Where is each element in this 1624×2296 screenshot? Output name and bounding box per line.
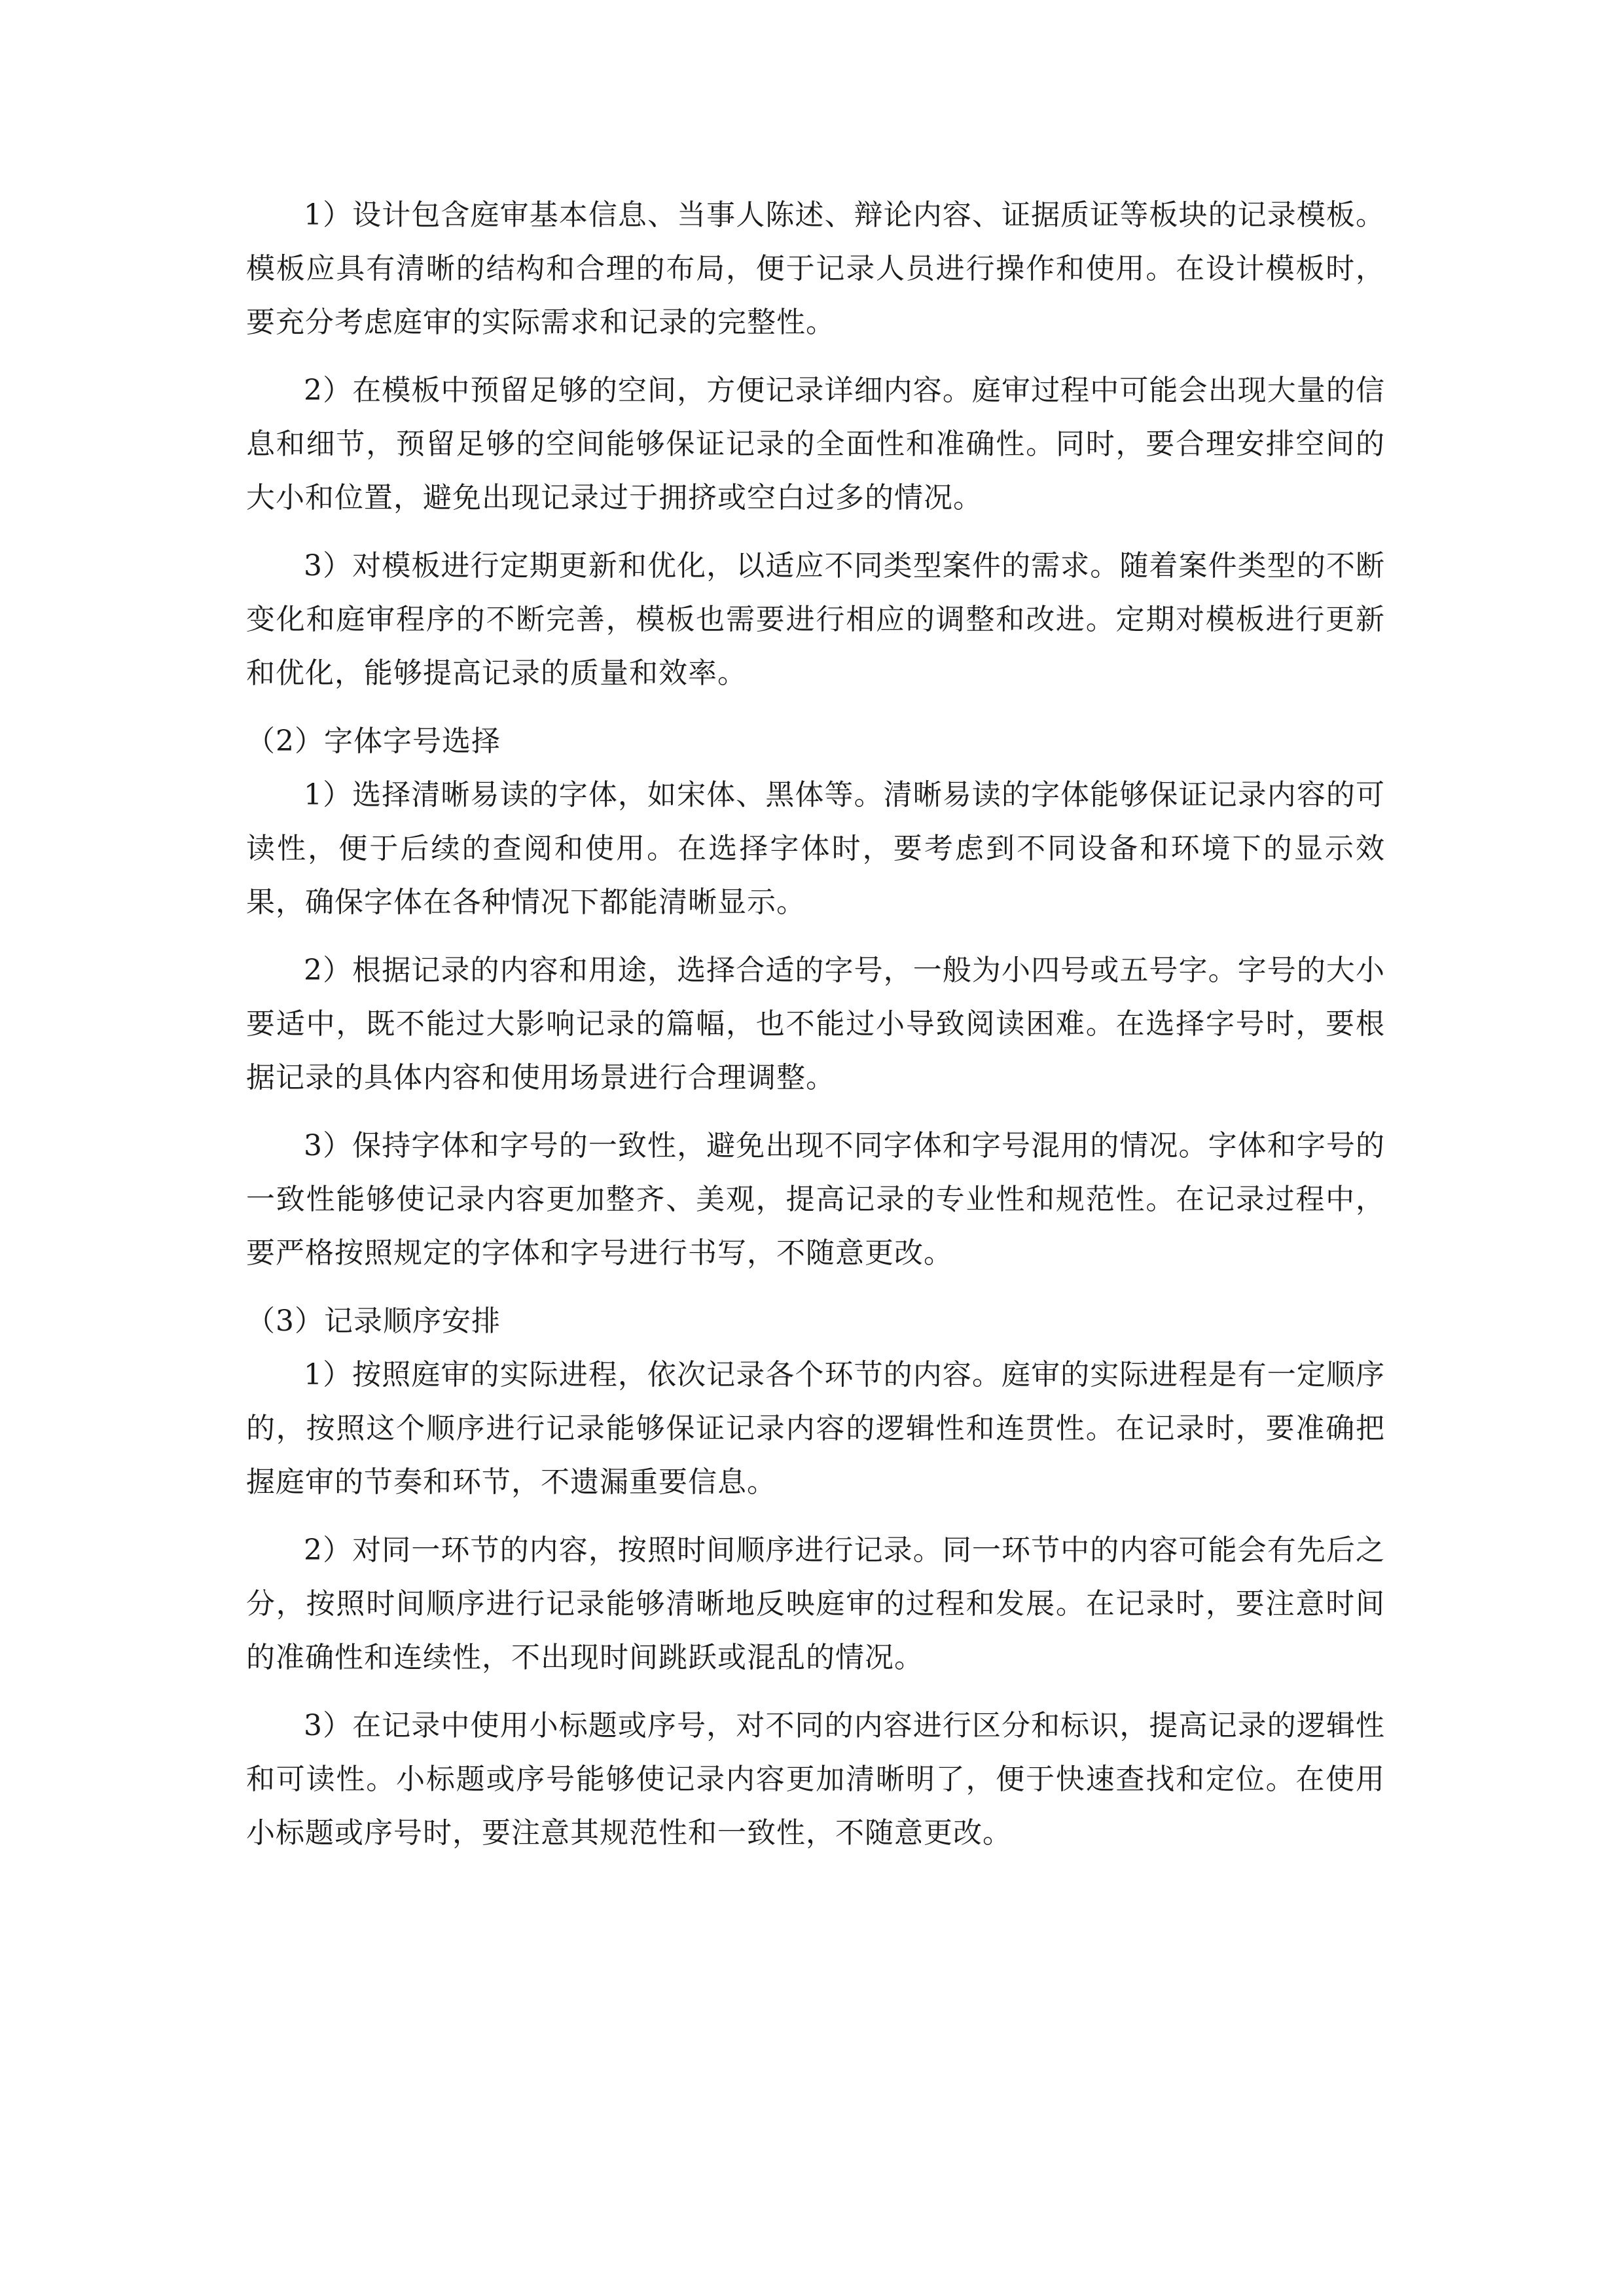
section-heading-order: （3）记录顺序安排 bbox=[246, 1304, 501, 1338]
paragraph-order-subtitles: 3）在记录中使用小标题或序号，对不同的内容进行区分和标识，提高记录的逻辑性和可读性。小标题或序号能够使记录内容更加清晰明了，便于快速查找和定位。在使用小标题或序号时，要注意其规范性和一致性，不随意更改。 bbox=[246, 1709, 1385, 1850]
paragraph-order-time: 2）对同一环节的内容，按照时间顺序进行记录。同一环节中的内容可能会有先后之分，按照时间顺序进行记录能够清晰地反映庭审的过程和发展。在记录时，要注意时间的准确性和连续性，不出现时间跳跃或混乱的情况。 bbox=[246, 1534, 1385, 1674]
paragraph-order-process: 1）按照庭审的实际进程，依次记录各个环节的内容。庭审的实际进程是有一定顺序的，按照这个顺序进行记录能够保证记录内容的逻辑性和连贯性。在记录时，要准确把握庭审的节奏和环节，不遗漏重要信息。 bbox=[246, 1358, 1385, 1499]
document-body bbox=[246, 188, 1385, 1874]
paragraph-font-choice: 1）选择清晰易读的字体，如宋体、黑体等。清晰易读的字体能够保证记录内容的可读性，便于后续的查阅和使用。在选择字体时，要考虑到不同设备和环境下的显示效果，确保字体在各种情况下都能清晰显示。 bbox=[246, 778, 1385, 919]
paragraph-font-size: 2）根据记录的内容和用途，选择合适的字号，一般为小四号或五号字。字号的大小要适中，既不能过大影响记录的篇幅，也不能过小导致阅读困难。在选择字号时，要根据记录的具体内容和使用场景进行合理调整。 bbox=[246, 954, 1385, 1094]
paragraph-template-design: 1）设计包含庭审基本信息、当事人陈述、辩论内容、证据质证等板块的记录模板。模板应具有清晰的结构和合理的布局，便于记录人员进行操作和使用。在设计模板时，要充分考虑庭审的实际需求和记录的完整性。 bbox=[246, 198, 1385, 339]
paragraph-template-update: 3）对模板进行定期更新和优化，以适应不同类型案件的需求。随着案件类型的不断变化和庭审程序的不断完善，模板也需要进行相应的调整和改进。定期对模板进行更新和优化，能够提高记录的质量和效率。 bbox=[246, 549, 1385, 690]
paragraph-font-consistency: 3）保持字体和字号的一致性，避免出现不同字体和字号混用的情况。字体和字号的一致性能够使记录内容更加整齐、美观，提高记录的专业性和规范性。在记录过程中，要严格按照规定的字体和字号进行书写，不随意更改。 bbox=[246, 1129, 1385, 1270]
paragraph-template-space: 2）在模板中预留足够的空间，方便记录详细内容。庭审过程中可能会出现大量的信息和细节，预留足够的空间能够保证记录的全面性和准确性。同时，要合理安排空间的大小和位置，避免出现记录过于拥挤或空白过多的情况。 bbox=[246, 374, 1385, 514]
section-heading-font: （2）字体字号选择 bbox=[246, 725, 501, 758]
